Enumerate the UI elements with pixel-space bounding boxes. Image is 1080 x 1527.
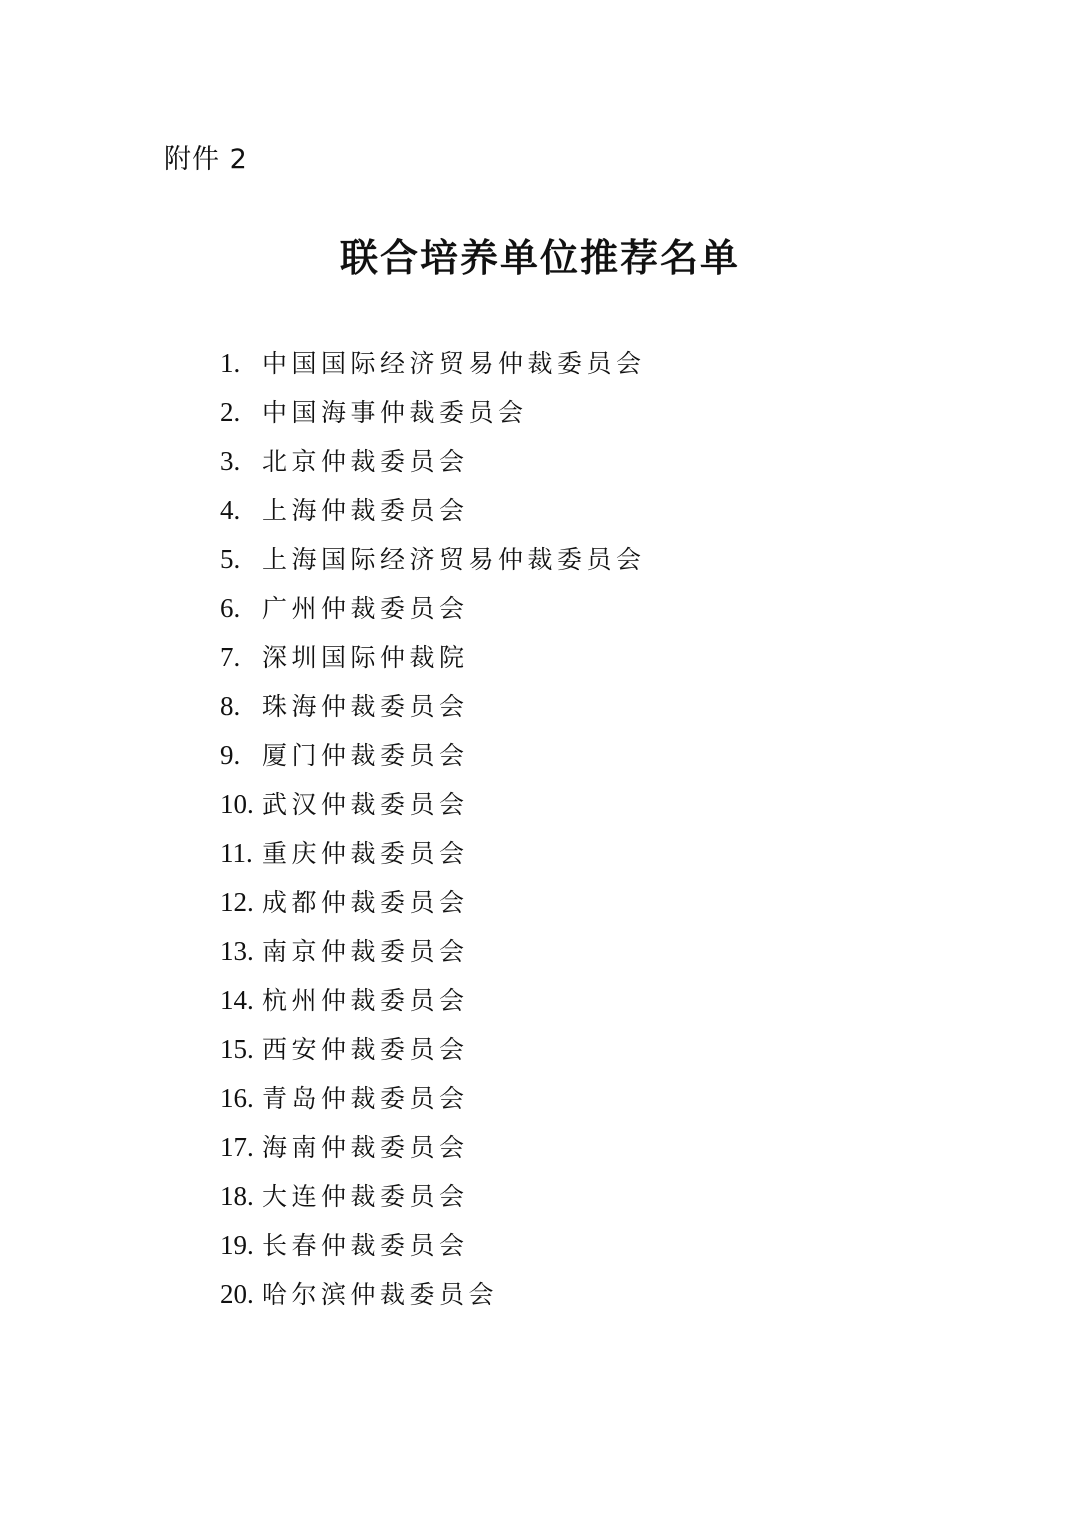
list-item xyxy=(220,879,646,928)
list-item-name: 长春仲裁委员会 xyxy=(262,1231,469,1260)
list-item-name: 重庆仲裁委员会 xyxy=(262,839,469,868)
list-item-number: 7. xyxy=(220,642,241,672)
list-item xyxy=(220,732,646,781)
list-item xyxy=(220,487,646,536)
list-item xyxy=(220,1173,646,1222)
list-item-number: 16. xyxy=(220,1083,254,1113)
list-item-number: 10. xyxy=(220,789,254,819)
page-title: 联合培养单位推荐名单 xyxy=(339,235,740,280)
list-item xyxy=(220,634,646,683)
list-item xyxy=(220,1075,646,1124)
list-item xyxy=(220,928,646,977)
list-item-name: 南京仲裁委员会 xyxy=(262,937,469,966)
list-item-name: 上海国际经济贸易仲裁委员会 xyxy=(262,545,646,574)
list-item xyxy=(220,1222,646,1271)
list-item-number: 2. xyxy=(220,397,241,427)
list-item-number: 12. xyxy=(220,887,254,917)
list-item-number: 19. xyxy=(220,1230,254,1260)
list-item-name: 上海仲裁委员会 xyxy=(262,496,469,525)
recommended-units-list xyxy=(220,340,646,1320)
list-item xyxy=(220,389,646,438)
list-item-number: 18. xyxy=(220,1181,254,1211)
list-item-name: 厦门仲裁委员会 xyxy=(262,741,469,770)
list-item-number: 4. xyxy=(220,495,241,525)
list-item-name: 青岛仲裁委员会 xyxy=(262,1084,469,1113)
list-item xyxy=(220,585,646,634)
list-item-number: 20. xyxy=(220,1279,254,1309)
list-item-number: 1. xyxy=(220,348,241,378)
list-item-number: 3. xyxy=(220,446,241,476)
list-item xyxy=(220,536,646,585)
list-item xyxy=(220,1124,646,1173)
list-item-name: 珠海仲裁委员会 xyxy=(262,692,469,721)
list-item-name: 中国海事仲裁委员会 xyxy=(262,398,528,427)
list-item-number: 9. xyxy=(220,740,241,770)
list-item-number: 8. xyxy=(220,691,241,721)
list-item-name: 杭州仲裁委员会 xyxy=(262,986,469,1015)
list-item-number: 17. xyxy=(220,1132,254,1162)
attachment-label: 附件 2 xyxy=(164,144,248,175)
list-item-number: 15. xyxy=(220,1034,254,1064)
list-item-name: 成都仲裁委员会 xyxy=(262,888,469,917)
list-item-number: 11. xyxy=(220,838,253,868)
list-item xyxy=(220,340,646,389)
list-item xyxy=(220,438,646,487)
list-item-name: 深圳国际仲裁院 xyxy=(262,643,469,672)
list-item-name: 大连仲裁委员会 xyxy=(262,1182,469,1211)
list-item-number: 13. xyxy=(220,936,254,966)
list-item-number: 6. xyxy=(220,593,241,623)
list-item-name: 中国国际经济贸易仲裁委员会 xyxy=(262,349,646,378)
list-item-number: 5. xyxy=(220,544,241,574)
list-item xyxy=(220,1271,646,1320)
list-item-name: 海南仲裁委员会 xyxy=(262,1133,469,1162)
list-item xyxy=(220,977,646,1026)
list-item-name: 哈尔滨仲裁委员会 xyxy=(262,1280,499,1309)
list-item xyxy=(220,683,646,732)
list-item-name: 北京仲裁委员会 xyxy=(262,447,469,476)
list-item-name: 西安仲裁委员会 xyxy=(262,1035,469,1064)
list-item xyxy=(220,781,646,830)
list-item-name: 广州仲裁委员会 xyxy=(262,594,469,623)
list-item-number: 14. xyxy=(220,985,254,1015)
list-item xyxy=(220,1026,646,1075)
list-item-name: 武汉仲裁委员会 xyxy=(262,790,469,819)
list-item xyxy=(220,830,646,879)
